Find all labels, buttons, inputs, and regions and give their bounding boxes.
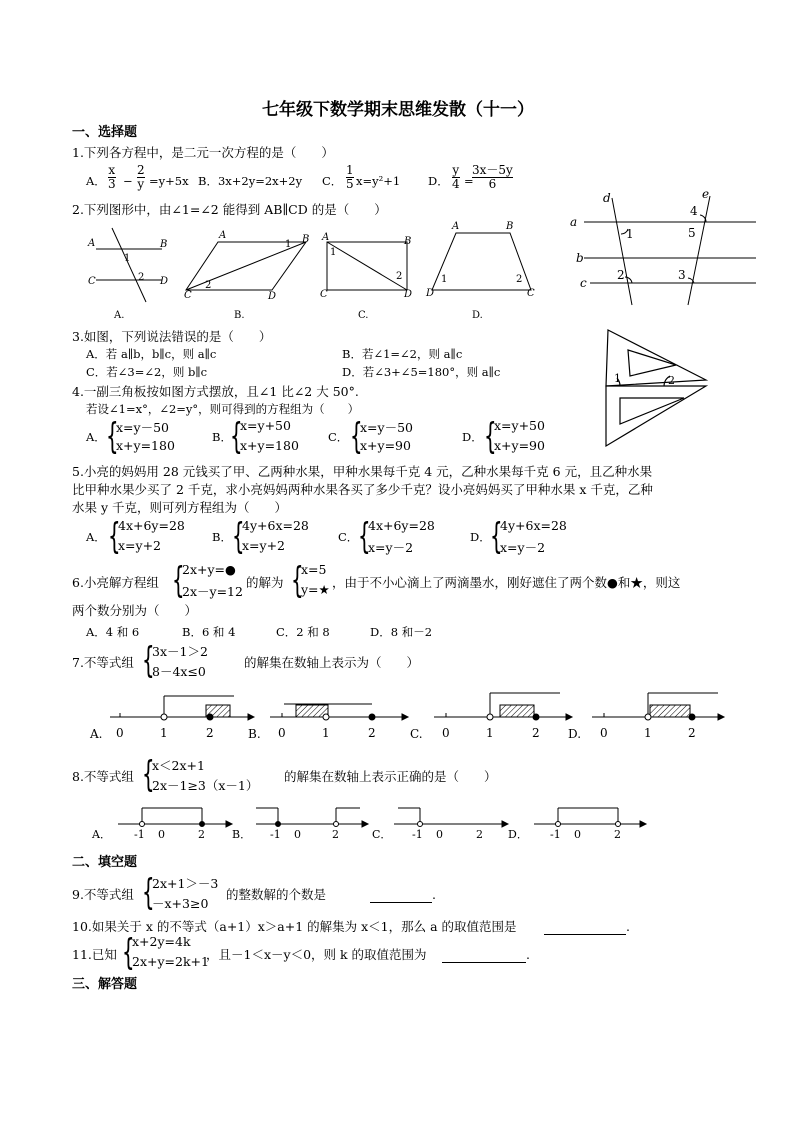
answer-blank[interactable]	[370, 888, 432, 903]
svg-text:D: D	[404, 289, 413, 300]
svg-text:D.: D.	[472, 310, 483, 321]
section-heading: 三、解答题	[72, 977, 138, 992]
svg-text:D: D	[160, 276, 169, 287]
svg-text:2: 2	[688, 726, 696, 740]
answer-blank[interactable]	[544, 920, 626, 935]
svg-text:5: 5	[688, 226, 696, 240]
svg-text:2: 2	[206, 726, 214, 740]
svg-text:C.: C.	[410, 727, 423, 741]
page-title: 七年级下数学期末思维发散（十一）	[262, 100, 534, 120]
svg-text:B: B	[404, 236, 412, 247]
svg-text:1: 1	[285, 239, 292, 250]
question-5-line-1: 5.小亮的妈妈用 28 元钱买了甲、乙两种水果，甲种水果每千克 4 元，乙种水果每千克 6 元，且乙种水果	[72, 464, 653, 479]
question-6-option-d: D．8 和－2	[370, 625, 433, 639]
question-4-stem: 4.一副三角板按如图方式摆放，且∠1 比∠2 大 50°.	[72, 384, 359, 399]
svg-text:-1: -1	[412, 828, 423, 841]
svg-text:a: a	[570, 215, 578, 229]
svg-text:e: e	[702, 187, 710, 201]
svg-text:A.: A.	[90, 727, 103, 741]
svg-text:C．: C．	[372, 828, 392, 841]
svg-text:2: 2	[516, 274, 523, 285]
section-heading: 一、选择题	[72, 125, 138, 140]
svg-text:3: 3	[678, 268, 686, 282]
svg-text:1: 1	[124, 253, 131, 264]
svg-text:C: C	[88, 276, 96, 287]
svg-text:1: 1	[441, 274, 448, 285]
svg-text:0: 0	[294, 828, 301, 841]
svg-text:1: 1	[322, 726, 330, 740]
svg-text:0: 0	[600, 726, 608, 740]
svg-text:2: 2	[138, 272, 145, 283]
svg-text:0: 0	[116, 726, 124, 740]
svg-text:1: 1	[626, 227, 634, 241]
question-6-option-b: B．6 和 4	[182, 625, 236, 639]
answer-blank[interactable]	[442, 948, 526, 963]
svg-text:C: C	[320, 289, 328, 300]
svg-text:A: A	[88, 238, 96, 249]
svg-text:2: 2	[396, 271, 403, 282]
svg-text:-1: -1	[270, 828, 281, 841]
svg-text:2: 2	[617, 268, 625, 282]
svg-text:0: 0	[278, 726, 286, 740]
svg-text:A: A	[452, 221, 460, 232]
svg-text:b: b	[576, 251, 584, 265]
svg-text:A: A	[219, 230, 227, 241]
svg-text:1: 1	[486, 726, 494, 740]
svg-text:2: 2	[668, 374, 675, 387]
svg-text:B.: B.	[248, 727, 261, 741]
svg-text:1: 1	[330, 247, 337, 258]
svg-text:1: 1	[644, 726, 652, 740]
svg-text:2: 2	[198, 828, 205, 841]
svg-text:-1: -1	[550, 828, 561, 841]
question-6-option-c: C．2 和 8	[276, 625, 330, 639]
question-3-option-d: D．若∠3+∠5=180°，则 a∥c	[342, 365, 501, 379]
question-6-line-2: 两个数分别为（ ）	[72, 603, 198, 618]
svg-text:B: B	[302, 234, 310, 245]
question-4-stem-2: 若设∠1=x°，∠2=y°，则可得到的方程组为（ ）	[86, 402, 360, 416]
svg-text:A．: A．	[92, 828, 111, 841]
svg-text:4: 4	[690, 204, 698, 218]
question-5-line-3: 水果 y 千克，则可列方程组为（ ）	[72, 500, 288, 515]
svg-text:D: D	[268, 291, 277, 302]
svg-text:C: C	[527, 288, 535, 299]
svg-text:c: c	[580, 276, 587, 290]
svg-text:B．: B．	[232, 828, 252, 841]
svg-text:-1: -1	[134, 828, 145, 841]
svg-text:A: A	[322, 232, 330, 243]
svg-text:1: 1	[614, 372, 621, 385]
svg-text:D.: D.	[568, 727, 582, 741]
question-6-option-a: A．4 和 6	[86, 625, 140, 639]
svg-text:1: 1	[160, 726, 168, 740]
svg-text:2: 2	[332, 828, 339, 841]
svg-text:B: B	[160, 239, 168, 250]
question-2-stem: 2.下列图形中，由∠1=∠2 能得到 AB∥CD 的是（ ）	[72, 202, 387, 217]
svg-text:2: 2	[205, 280, 212, 291]
question-1-option-b: B．3x+2y=2x+2y	[198, 174, 303, 188]
svg-text:B: B	[506, 221, 514, 232]
svg-text:C: C	[184, 290, 192, 301]
question-1-stem: 1.下列各方程中，是二元一次方程的是（ ）	[72, 145, 334, 160]
svg-text:D．: D．	[508, 828, 528, 841]
svg-text:2: 2	[532, 726, 540, 740]
question-3-stem: 3.如图，下列说法错误的是（ ）	[72, 329, 272, 344]
svg-text:0: 0	[442, 726, 450, 740]
svg-text:0: 0	[574, 828, 581, 841]
svg-text:d: d	[603, 191, 611, 205]
question-3-option-b: B．若∠1=∠2，则 a∥c	[342, 347, 463, 361]
svg-text:2: 2	[476, 828, 483, 841]
svg-text:A.: A.	[114, 310, 125, 321]
question-3-option-a: A．若 a∥b，b∥c，则 a∥c	[86, 347, 217, 361]
svg-text:0: 0	[158, 828, 165, 841]
question-3-option-c: C．若∠3=∠2，则 b∥c	[86, 365, 208, 379]
svg-text:0: 0	[436, 828, 443, 841]
svg-text:C.: C.	[358, 310, 369, 321]
section-heading: 二、填空题	[72, 855, 138, 870]
svg-text:B.: B.	[234, 310, 245, 321]
svg-text:D: D	[426, 288, 435, 299]
question-5-line-2: 比甲种水果少买了 2 千克，求小亮妈妈两种水果各买了多少千克？设小亮妈妈买了甲种水果 x 千克，乙种	[72, 482, 653, 497]
svg-text:2: 2	[368, 726, 376, 740]
svg-text:2: 2	[614, 828, 621, 841]
